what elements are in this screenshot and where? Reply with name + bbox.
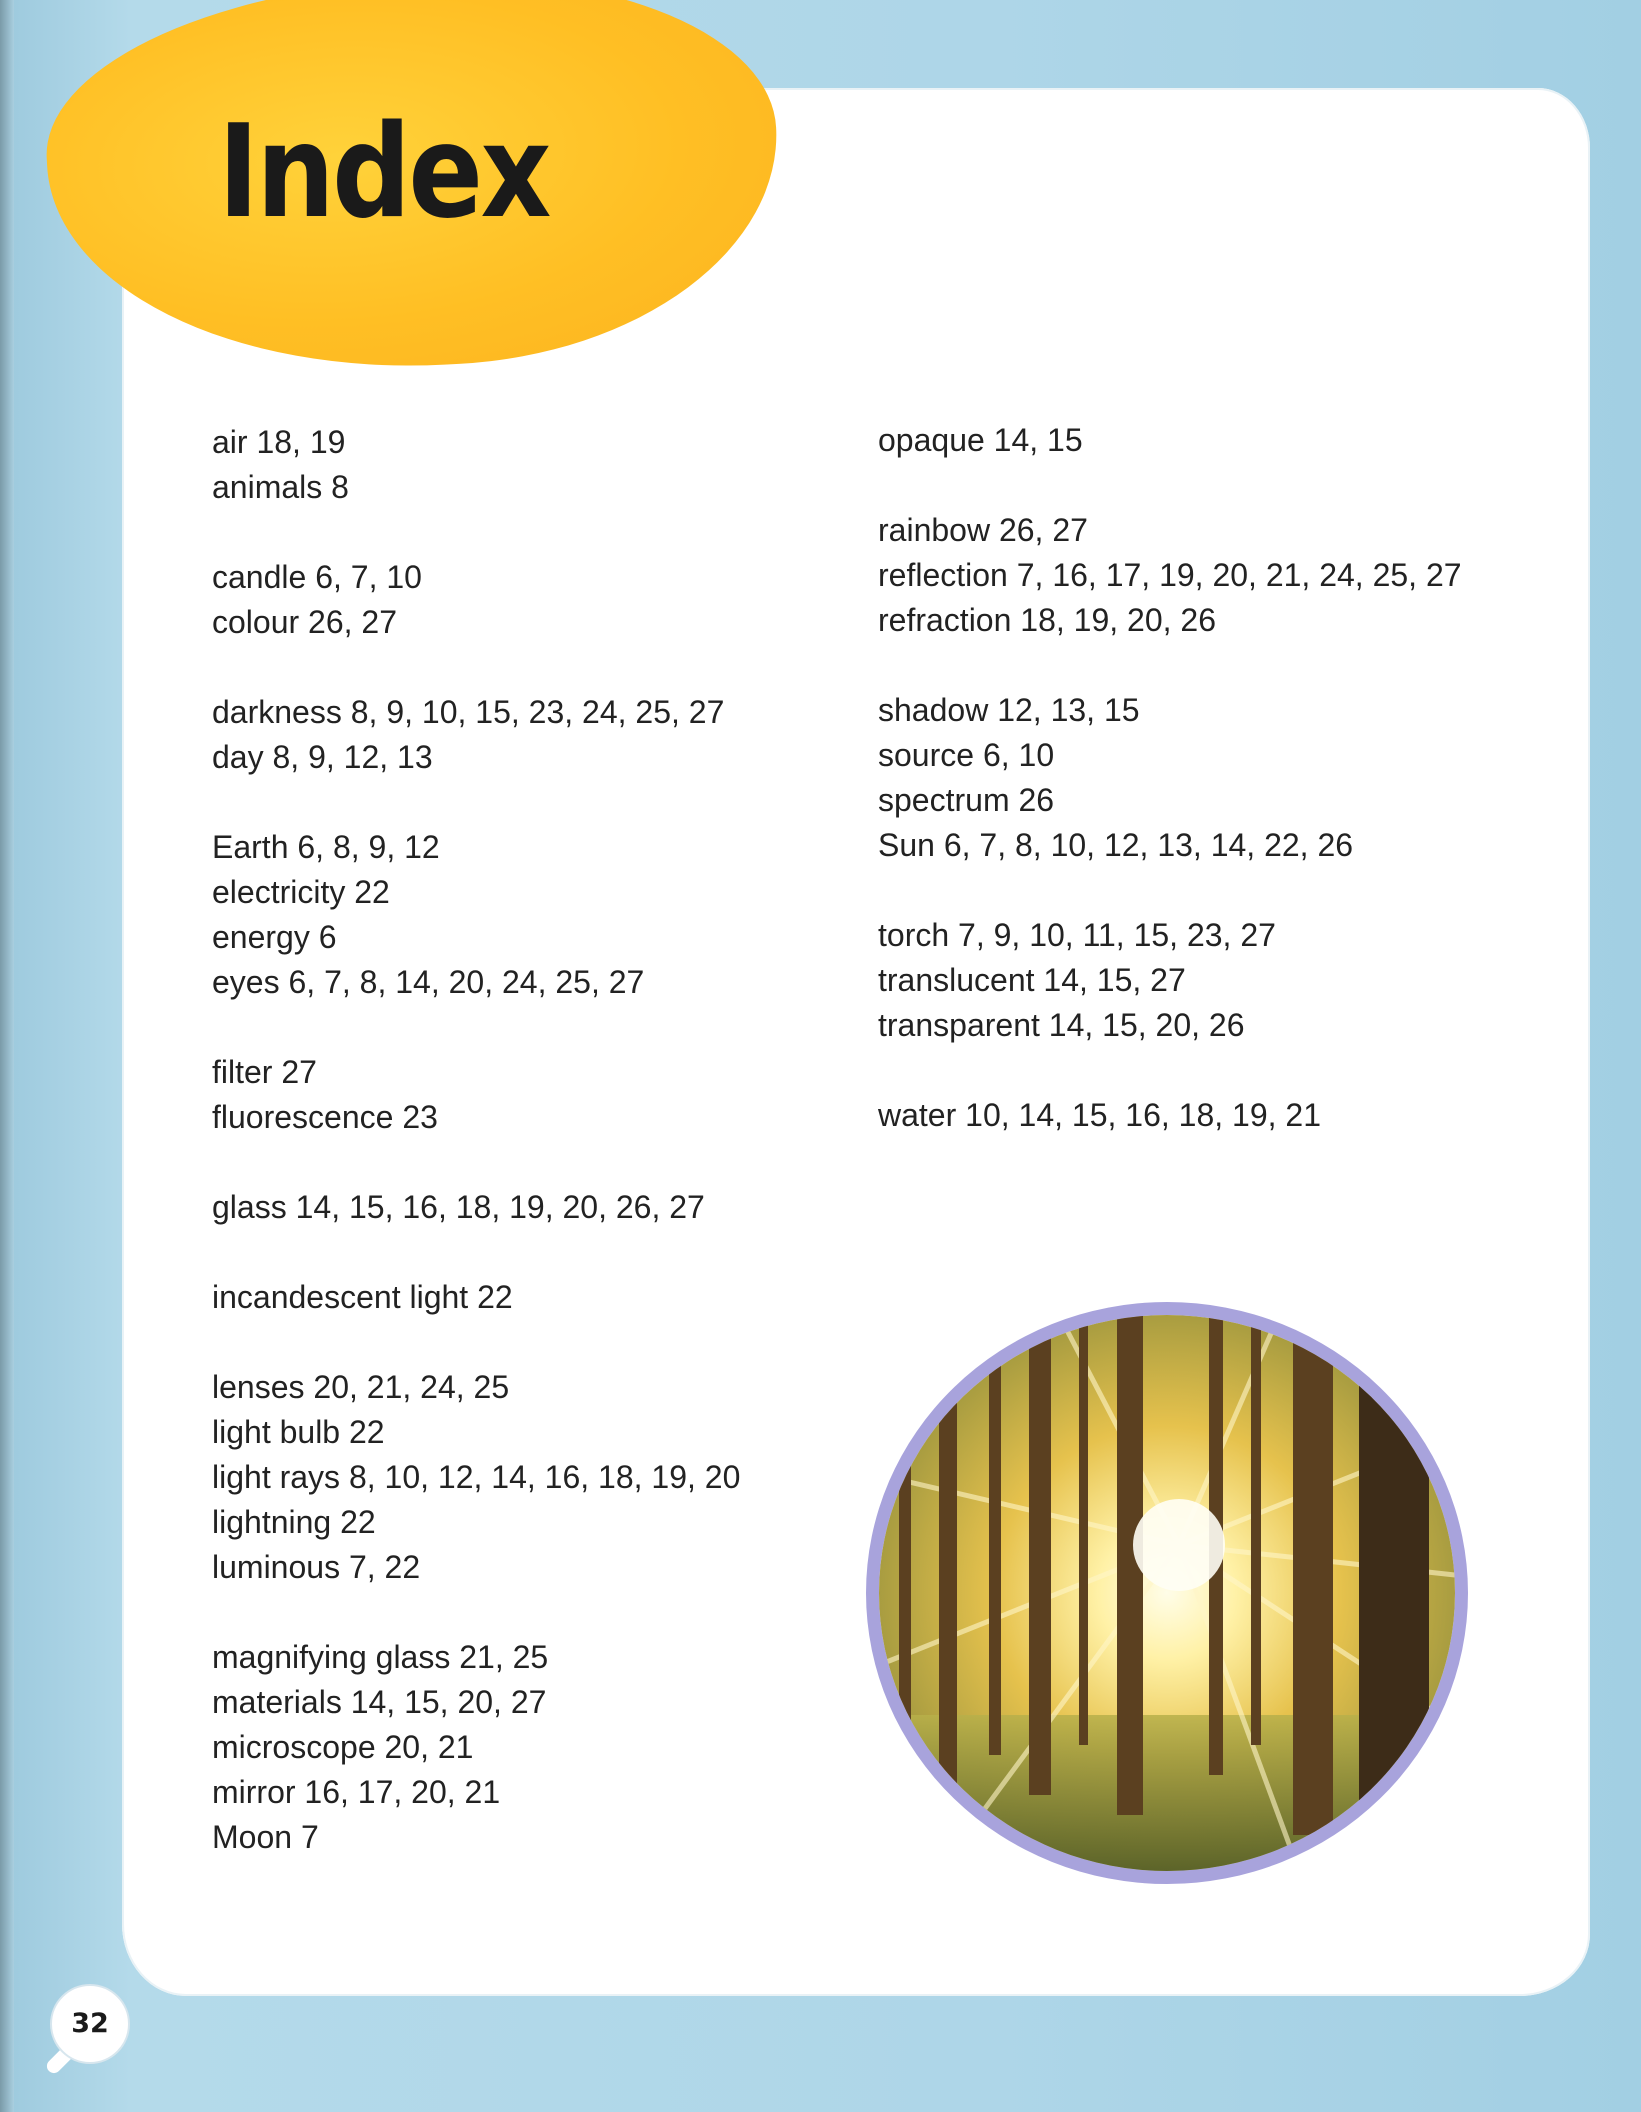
index-pages: 22: [348, 1414, 385, 1450]
index-entry: [212, 960, 740, 1005]
index-pages: 18, 19: [256, 424, 346, 460]
index-pages: 27: [281, 1054, 317, 1090]
index-pages: 14, 15, 20, 26: [1048, 1007, 1245, 1043]
index-pages: 14, 15, 20, 27: [350, 1684, 547, 1720]
index-term: opaque: [878, 422, 985, 458]
index-term: animals: [212, 469, 323, 505]
index-term: day: [212, 739, 264, 775]
index-term: rainbow: [878, 512, 991, 548]
index-term: mirror: [212, 1774, 296, 1810]
index-entry: [878, 823, 1462, 868]
index-term: shadow: [878, 692, 989, 728]
index-entry: [212, 825, 740, 870]
index-entry: [212, 1050, 740, 1095]
index-term: Sun: [878, 827, 935, 863]
index-entry: [212, 1815, 740, 1860]
index-pages: 6, 7, 10: [315, 559, 422, 595]
index-pages: 8, 9, 12, 13: [272, 739, 433, 775]
page-title: Index: [218, 98, 549, 247]
index-pages: 23: [402, 1099, 438, 1135]
index-term: colour: [212, 604, 300, 640]
index-entry: [212, 1455, 740, 1500]
index-term: filter: [212, 1054, 273, 1090]
forest-sunlight-photo: [866, 1302, 1468, 1884]
index-entry: [212, 1500, 740, 1545]
index-term: electricity: [212, 874, 346, 910]
index-term: darkness: [212, 694, 342, 730]
index-entry: [878, 598, 1462, 643]
index-term: translucent: [878, 962, 1035, 998]
index-entry: [212, 1275, 740, 1320]
index-entry: [212, 420, 740, 465]
index-term: water: [878, 1097, 957, 1133]
index-entry: [212, 735, 740, 780]
index-entry: [212, 690, 740, 735]
index-entry: [878, 688, 1462, 733]
index-entry: [212, 1725, 740, 1770]
index-entry: [878, 958, 1462, 1003]
index-pages: 6, 7, 8, 10, 12, 13, 14, 22, 26: [943, 827, 1354, 863]
index-pages: 7: [300, 1819, 319, 1855]
index-entry: [878, 1093, 1462, 1138]
page-number-badge: [52, 1986, 142, 2076]
index-term: fluorescence: [212, 1099, 394, 1135]
index-term: candle: [212, 559, 307, 595]
index-pages: 21, 25: [459, 1639, 549, 1675]
book-spine: [0, 0, 14, 2112]
index-pages: 6: [318, 919, 337, 955]
index-term: refraction: [878, 602, 1012, 638]
index-entry: [212, 1545, 740, 1590]
index-term: Moon: [212, 1819, 293, 1855]
index-column-right: [878, 418, 1462, 1138]
index-pages: 26, 27: [998, 512, 1088, 548]
index-pages: 14, 15: [993, 422, 1083, 458]
index-term: luminous: [212, 1549, 341, 1585]
index-entry: [878, 418, 1462, 463]
index-pages: 20, 21: [384, 1729, 474, 1765]
index-pages: 26, 27: [308, 604, 398, 640]
index-column-left: [212, 420, 740, 1860]
index-term: spectrum: [878, 782, 1010, 818]
index-entry: [212, 465, 740, 510]
index-term: microscope: [212, 1729, 376, 1765]
index-pages: 22: [340, 1504, 376, 1540]
index-pages: 6, 7, 8, 14, 20, 24, 25, 27: [288, 964, 645, 1000]
index-term: eyes: [212, 964, 280, 1000]
index-pages: 8: [331, 469, 349, 505]
index-pages: 8, 10, 12, 14, 16, 18, 19, 20: [348, 1459, 741, 1495]
index-term: lenses: [212, 1369, 305, 1405]
index-pages: 6, 10: [982, 737, 1055, 773]
index-term: energy: [212, 919, 310, 955]
index-entry: [212, 555, 740, 600]
index-term: reflection: [878, 557, 1008, 593]
index-entry: [878, 913, 1462, 958]
index-pages: 10, 14, 15, 16, 18, 19, 21: [965, 1097, 1321, 1133]
page-number: 32: [71, 2008, 109, 2039]
index-term: light rays: [212, 1459, 341, 1495]
index-entry: [212, 600, 740, 645]
index-term: torch: [878, 917, 950, 953]
index-term: Earth: [212, 829, 289, 865]
index-entry: [212, 1635, 740, 1680]
index-pages: 22: [477, 1279, 513, 1315]
index-term: source: [878, 737, 975, 773]
index-term: lightning: [212, 1504, 332, 1540]
index-pages: 8, 9, 10, 15, 23, 24, 25, 27: [350, 694, 725, 730]
index-entry: [878, 1003, 1462, 1048]
index-pages: 7, 16, 17, 19, 20, 21, 24, 25, 27: [1016, 557, 1462, 593]
index-entry: [878, 778, 1462, 823]
index-entry: [212, 1680, 740, 1725]
index-entry: [212, 1095, 740, 1140]
index-term: materials: [212, 1684, 342, 1720]
index-pages: 26: [1018, 782, 1055, 818]
index-pages: 14, 15, 27: [1043, 962, 1186, 998]
forest-illustration: [879, 1315, 1455, 1871]
index-pages: 7, 22: [348, 1549, 421, 1585]
index-entry: [212, 915, 740, 960]
index-term: light bulb: [212, 1414, 341, 1450]
index-pages: 12, 13, 15: [997, 692, 1140, 728]
index-term: air: [212, 424, 248, 460]
index-term: magnifying glass: [212, 1639, 451, 1675]
index-entry: [878, 733, 1462, 778]
index-pages: 22: [354, 874, 390, 910]
index-entry: [212, 1410, 740, 1455]
index-pages: 6, 8, 9, 12: [297, 829, 440, 865]
index-pages: 14, 15, 16, 18, 19, 20, 26, 27: [295, 1189, 705, 1225]
index-entry: [212, 1185, 740, 1230]
index-entry: [212, 1770, 740, 1815]
index-entry: [212, 1365, 740, 1410]
index-entry: [878, 553, 1462, 598]
index-term: incandescent light: [212, 1279, 469, 1315]
index-pages: 16, 17, 20, 21: [304, 1774, 501, 1810]
index-entry: [212, 870, 740, 915]
index-entry: [878, 508, 1462, 553]
index-pages: 18, 19, 20, 26: [1020, 602, 1216, 638]
index-term: transparent: [878, 1007, 1040, 1043]
index-pages: 7, 9, 10, 11, 15, 23, 27: [958, 917, 1276, 953]
index-term: glass: [212, 1189, 287, 1225]
index-pages: 20, 21, 24, 25: [313, 1369, 510, 1405]
